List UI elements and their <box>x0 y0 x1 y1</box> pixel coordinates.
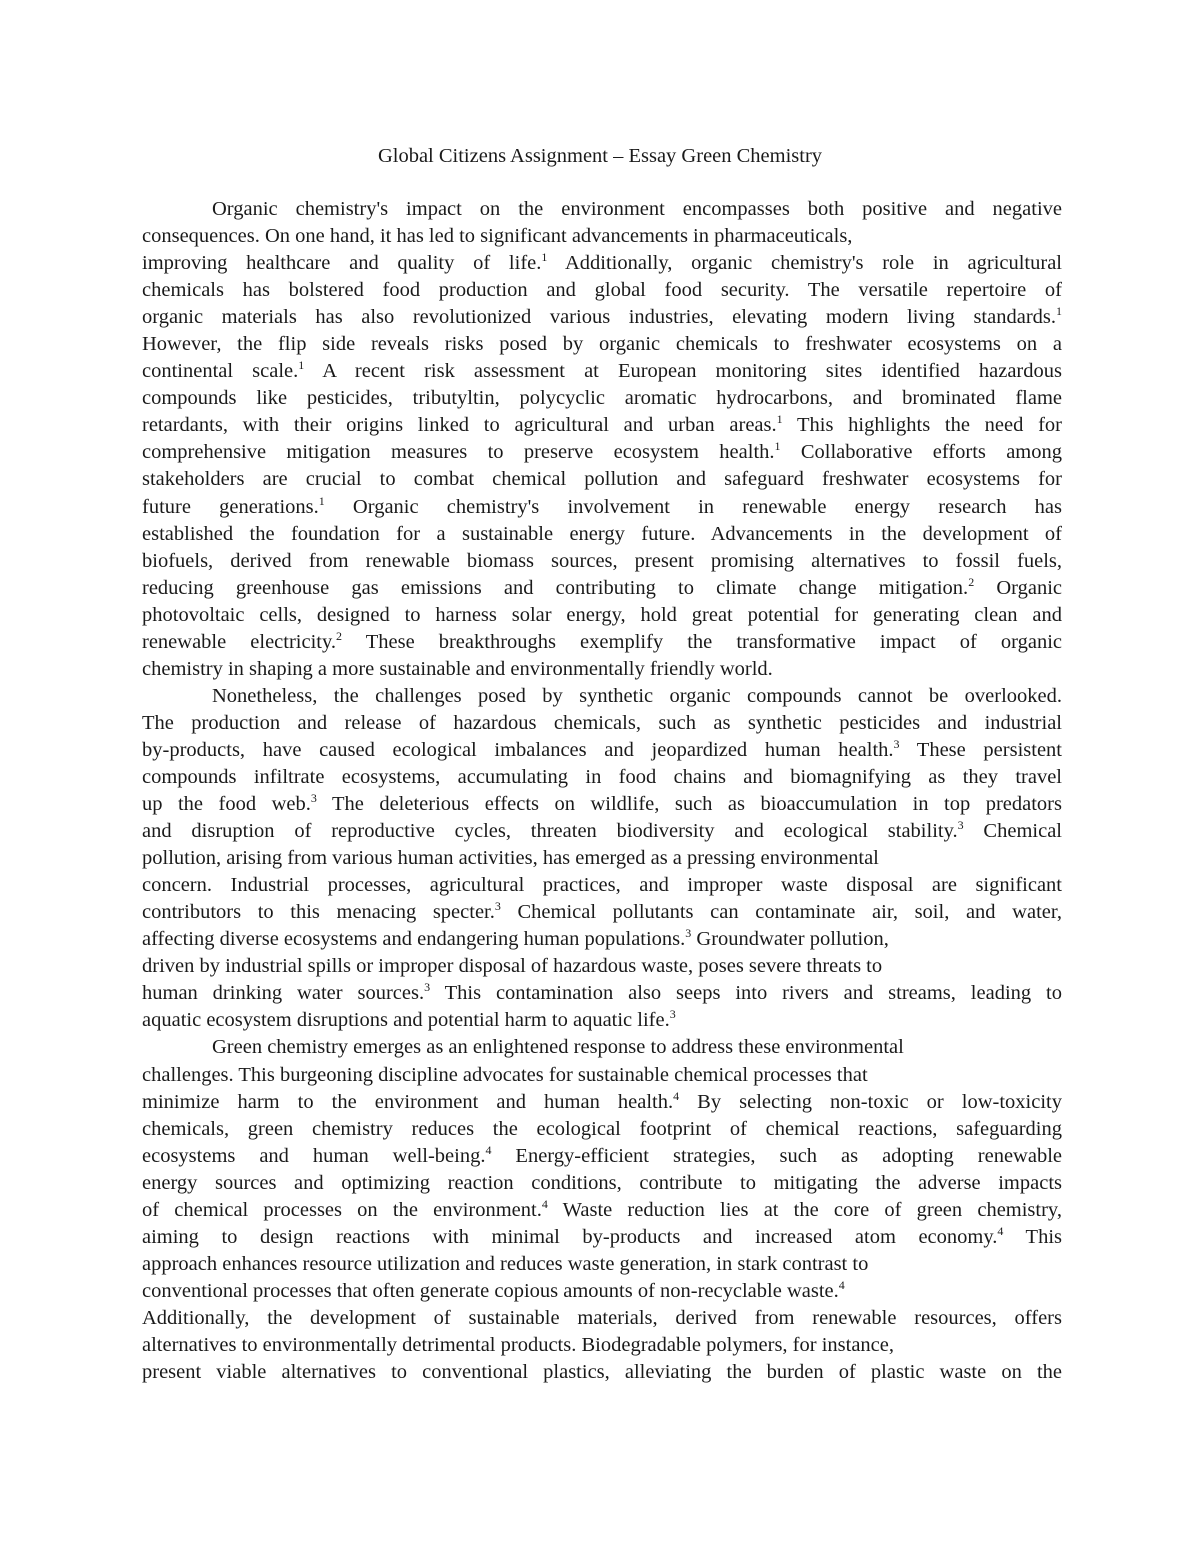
citation-superscript: 3 <box>310 791 317 806</box>
citation-superscript: 4 <box>673 1088 680 1103</box>
essay-line: retardants, with their origins linked to agricultural and urban areas.$^1$ This highlights the need for <box>142 412 1062 437</box>
essay-line: reducing greenhouse gas emissions and contributing to climate change mitigation.$^2$ Organic <box>142 574 1062 599</box>
essay-line: contributors to this menacing specter.$^3$ Chemical pollutants can contaminate air, soil, and water, <box>142 899 1062 924</box>
citation-superscript: 4 <box>541 1196 548 1211</box>
essay-line: Additionally, the development of sustainable materials, derived from renewable resources, offers <box>142 1306 1062 1329</box>
essay-line: consequences. On one hand, it has led to significant advancements in pharmaceuticals, <box>142 225 853 248</box>
citation-superscript: 4 <box>997 1223 1004 1238</box>
essay-line: Nonetheless, the challenges posed by synthetic organic compounds cannot be overlooked. <box>212 684 1062 707</box>
citation-superscript: 3 <box>424 980 431 995</box>
essay-line: The production and release of hazardous chemicals, such as synthetic pesticides and industrial <box>142 711 1062 734</box>
citation-superscript: 3 <box>669 1007 676 1022</box>
essay-line: up the food web.$^3$ The deleterious effects on wildlife, such as bioaccumulation in top predators <box>142 791 1062 816</box>
essay-line: affecting diverse ecosystems and endangering human populations.$^3$ Groundwater pollution, <box>142 926 889 951</box>
essay-line: comprehensive mitigation measures to preserve ecosystem health.$^1$ Collaborative efforts among <box>142 439 1062 464</box>
citation-superscript: 1 <box>1056 304 1062 319</box>
essay-line: organic materials has also revolutionized various industries, elevating modern living standards.$^1$ <box>142 304 1062 329</box>
essay-line: biofuels, derived from renewable biomass sources, present promising alternatives to fossil fuels, <box>142 549 1062 572</box>
citation-superscript: 2 <box>968 574 975 589</box>
essay-line: chemicals has bolstered food production and global food security. The versatile repertoire of <box>142 279 1062 302</box>
citation-superscript: 4 <box>485 1142 492 1157</box>
essay-line: alternatives to environmentally detrimental products. Biodegradable polymers, for instance, <box>142 1333 895 1356</box>
citation-superscript: 1 <box>774 439 781 454</box>
essay-line: present viable alternatives to conventional plastics, alleviating the burden of plastic waste on the <box>142 1361 1062 1384</box>
essay-line: However, the flip side reveals risks posed by organic chemicals to freshwater ecosystems on a <box>142 333 1062 356</box>
essay-line: conventional processes that often generate copious amounts of non-recyclable waste.$^4$ <box>142 1278 845 1302</box>
essay-line: of chemical processes on the environment.$^4$ Waste reduction lies at the core of green chemistry, <box>142 1196 1062 1221</box>
essay-line: established the foundation for a sustainable energy future. Advancements in the development of <box>142 522 1062 545</box>
citation-superscript: 2 <box>336 628 343 643</box>
citation-superscript: 3 <box>494 899 501 914</box>
essay-line: chemicals, green chemistry reduces the ecological footprint of chemical reactions, safeguarding <box>142 1117 1062 1140</box>
citation-superscript: 4 <box>838 1278 845 1293</box>
citation-superscript: 3 <box>685 926 692 941</box>
essay-line: ecosystems and human well-being.$^4$ Energy-efficient strategies, such as adopting renewable <box>142 1142 1062 1167</box>
essay-line: chemistry in shaping a more sustainable and environmentally friendly world. <box>142 657 773 680</box>
essay-line: Organic chemistry's impact on the environment encompasses both positive and negative <box>212 198 1062 220</box>
essay-line: continental scale.$^1$ A recent risk assessment at European monitoring sites identified hazardous <box>142 358 1062 383</box>
essay-line: compounds like pesticides, tributyltin, polycyclic aromatic hydrocarbons, and brominated flame <box>142 387 1062 410</box>
essay-line: energy sources and optimizing reaction conditions, contribute to mitigating the adverse impacts <box>142 1171 1062 1194</box>
essay-body <box>142 196 1062 1386</box>
essay-line: stakeholders are crucial to combat chemical pollution and safeguard freshwater ecosystems for <box>142 468 1062 491</box>
essay-line: challenges. This burgeoning discipline advocates for sustainable chemical processes that <box>142 1063 868 1086</box>
essay-line: concern. Industrial processes, agricultural practices, and improper waste disposal are significant <box>142 874 1062 897</box>
essay-line: renewable electricity.$^2$ These breakthroughs exemplify the transformative impact of organic <box>142 628 1062 653</box>
citation-superscript: 1 <box>318 493 325 508</box>
citation-superscript: 3 <box>957 818 964 833</box>
essay-line: improving healthcare and quality of life.$^1$ Additionally, organic chemistry's role in agricultural <box>142 250 1062 275</box>
citation-superscript: 1 <box>541 250 548 265</box>
essay-line: aiming to design reactions with minimal by-products and increased atom economy.$^4$ This <box>142 1223 1062 1248</box>
essay-line: compounds infiltrate ecosystems, accumulating in food chains and biomagnifying as they travel <box>142 765 1062 788</box>
citation-superscript: 1 <box>298 358 305 373</box>
essay-line: by-products, have caused ecological imbalances and jeopardized human health.$^3$ These persistent <box>142 737 1062 761</box>
essay-line: and disruption of reproductive cycles, threaten biodiversity and ecological stability.$^3$ Chemical <box>142 818 1062 843</box>
document-title: Global Citizens Assignment – Essay Green Chemistry <box>377 145 823 167</box>
citation-superscript: 1 <box>776 412 783 427</box>
citation-superscript: 3 <box>893 737 900 752</box>
essay-line: Green chemistry emerges as an enlightened response to address these environmental <box>212 1036 904 1059</box>
essay-line: pollution, arising from various human activities, has emerged as a pressing environmental <box>142 847 879 870</box>
essay-line: photovoltaic cells, designed to harness solar energy, hold great potential for generating clean and <box>142 603 1062 626</box>
essay-line: aquatic ecosystem disruptions and potential harm to aquatic life.$^3$ <box>142 1007 676 1032</box>
essay-line: driven by industrial spills or improper disposal of hazardous waste, poses severe threats to <box>142 955 883 978</box>
essay-line: human drinking water sources.$^3$ This contamination also seeps into rivers and streams, leading to <box>142 980 1062 1005</box>
essay-line: minimize harm to the environment and human health.$^4$ By selecting non-toxic or low-toxicity <box>142 1088 1062 1113</box>
essay-line: approach enhances resource utilization and reduces waste generation, in stark contrast to <box>142 1252 869 1275</box>
essay-line: future generations.$^1$ Organic chemistry's involvement in renewable energy research has <box>142 493 1062 518</box>
